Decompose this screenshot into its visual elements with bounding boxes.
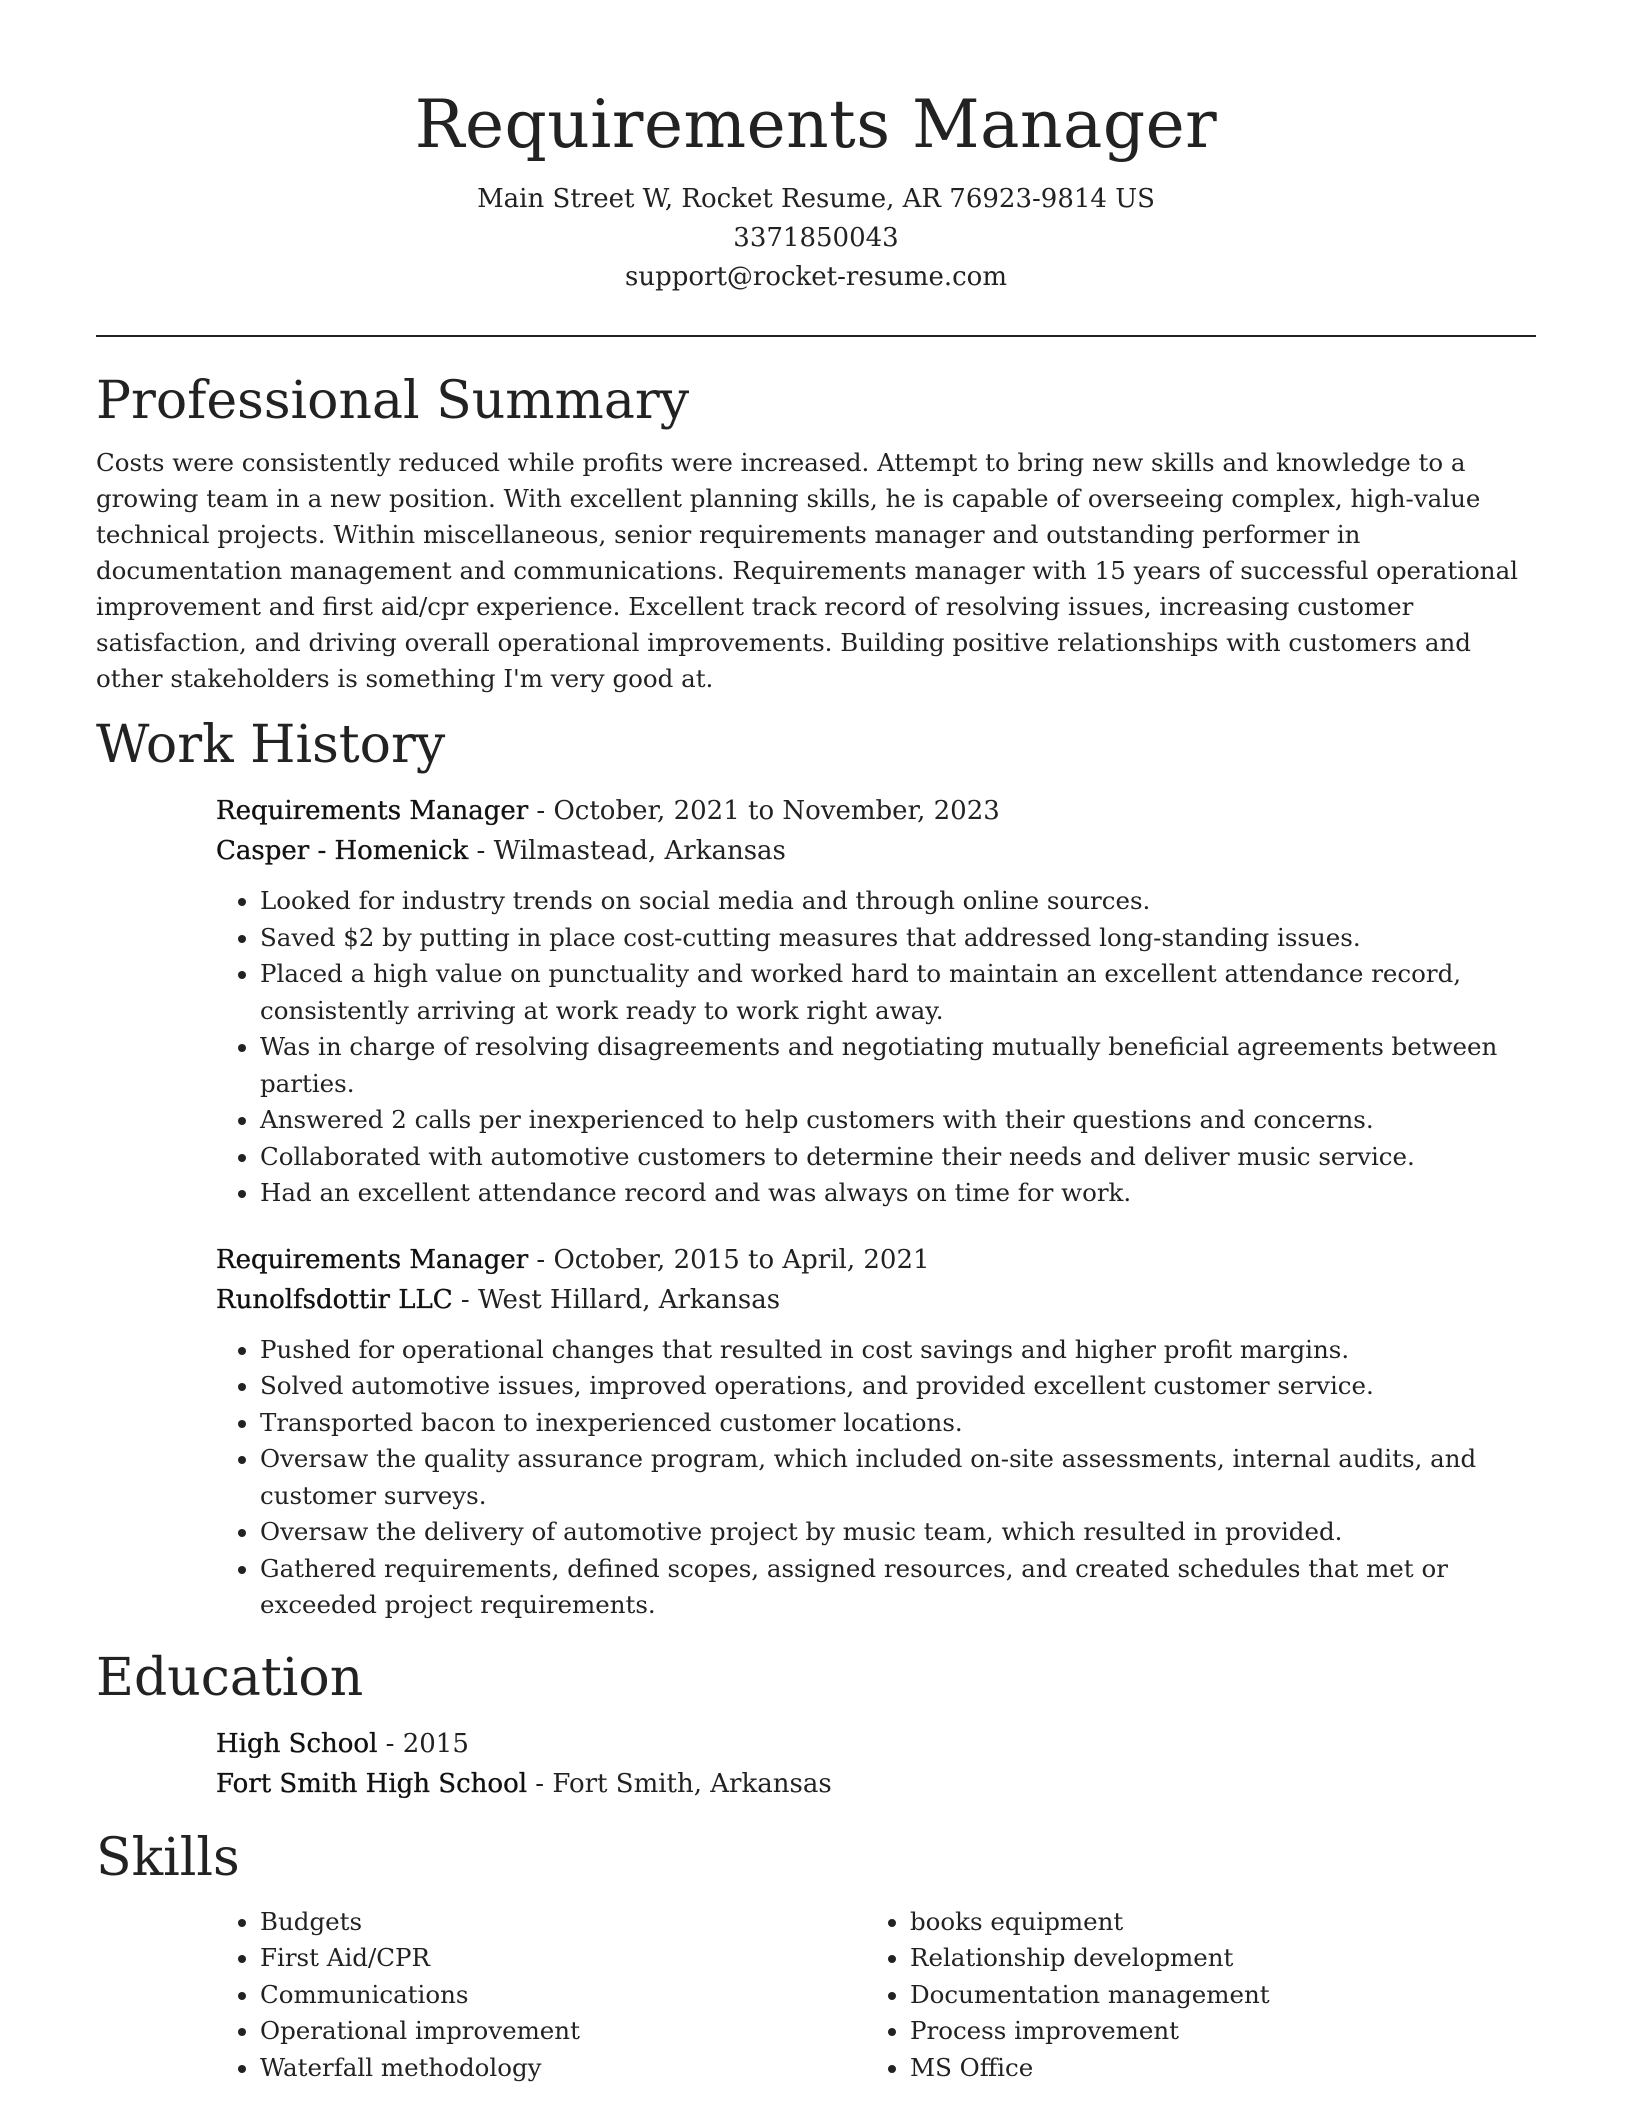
school-location: - Fort Smith, Arkansas <box>527 1768 832 1799</box>
list-item: • Looked for industry trends on social media and through online sources. <box>260 883 1536 920</box>
school-name: Fort Smith High School <box>216 1768 528 1799</box>
education-entry <box>216 1724 1536 1804</box>
job-location: - Wilmastead, Arkansas <box>468 836 786 866</box>
education-heading: Education <box>96 1647 364 1708</box>
list-item: • Saved $2 by putting in place cost-cutting measures that addressed long-standing issues. <box>260 920 1536 957</box>
job-company: Casper - Homenick <box>216 836 469 866</box>
job-dates: - October, 2021 to November, 2023 <box>528 796 1000 826</box>
skill-item: • books equipment <box>910 1904 1516 1941</box>
degree-line <box>216 1724 1536 1764</box>
job-role: Requirements Manager <box>216 796 529 826</box>
job-bullets <box>216 883 1536 1212</box>
list-item: • Oversaw the delivery of automotive project by music team, which resulted in provided. <box>260 1514 1536 1551</box>
graduation-year: - 2015 <box>377 1728 469 1759</box>
job-title-line <box>216 1240 1536 1280</box>
skills-list-right <box>866 1904 1516 2087</box>
job-entry <box>216 1240 1536 1624</box>
candidate-name: Requirements Manager <box>414 86 1218 163</box>
skill-item: • Documentation management <box>910 1977 1516 2014</box>
summary-text: Costs were consistently reduced while profits were increased. Attempt to bring new skills and knowledge to a growing team in a new position. With excellent planning skills, he is capable of overseeing complex, high-value technical projects. Within miscellaneous, senior requirements manager and outstanding performer in documentation management and communications. Requirements manager with 15 years of successful operational improvement and first aid/cpr experience. Excellent track record of resolving issues, increasing customer satisfaction, and driving overall operational improvements. Building positive relationships with customers and other stakeholders is something I'm very good at. <box>96 448 1519 693</box>
job-company: Runolfsdottir LLC <box>216 1284 453 1315</box>
list-item: • Placed a high value on punctuality and worked hard to maintain an excellent attendance record, consistently arriving at work ready to work right away. <box>260 956 1536 1029</box>
job-role: Requirements Manager <box>216 1244 529 1275</box>
list-item: • Was in charge of resolving disagreements and negotiating mutually beneficial agreements between parties. <box>260 1029 1536 1102</box>
skill-item: • Relationship development <box>910 1940 1516 1977</box>
school-line <box>216 1764 1536 1804</box>
skills-list-left <box>216 1904 866 2087</box>
skill-item: • Communications <box>260 1977 866 2014</box>
list-item: • Answered 2 calls per inexperienced to help customers with their questions and concerns. <box>260 1102 1536 1139</box>
job-dates: - October, 2015 to April, 2021 <box>528 1244 930 1275</box>
skill-item: • Process improvement <box>910 2013 1516 2050</box>
list-item: • Transported bacon to inexperienced customer locations. <box>260 1405 1536 1442</box>
resume-page <box>96 0 1536 2086</box>
skills-column-left <box>216 1904 866 2087</box>
skill-item: • First Aid/CPR <box>260 1940 866 1977</box>
skills-heading: Skills <box>96 1827 240 1888</box>
summary-heading: Professional Summary <box>96 371 690 431</box>
job-location: - West Hillard, Arkansas <box>452 1284 781 1315</box>
list-item: • Solved automotive issues, improved operations, and provided excellent customer service. <box>260 1368 1536 1405</box>
email: support@rocket-resume.com <box>624 262 1007 292</box>
list-item: • Collaborated with automotive customers to determine their needs and deliver music service. <box>260 1139 1536 1176</box>
job-title-line <box>216 791 1536 831</box>
list-item: • Pushed for operational changes that resulted in cost savings and higher profit margins. <box>260 1332 1536 1369</box>
work-history-heading: Work History <box>96 715 446 775</box>
list-item: • Gathered requirements, defined scopes, assigned resources, and created schedules that met or exceeded project requirements. <box>260 1551 1536 1624</box>
job-company-line <box>216 831 1536 871</box>
degree: High School <box>216 1728 378 1759</box>
job-entry <box>216 791 1536 1212</box>
contact-block <box>96 180 1536 297</box>
phone: 3371850043 <box>733 223 899 253</box>
skills-column-right <box>866 1904 1516 2087</box>
skill-item: • Budgets <box>260 1904 866 1941</box>
skill-item: • Waterfall methodology <box>260 2050 866 2087</box>
skill-item: • MS Office <box>910 2050 1516 2087</box>
skills-columns <box>216 1904 1536 2087</box>
list-item: • Oversaw the quality assurance program, which included on-site assessments, internal audits, and customer surveys. <box>260 1441 1536 1514</box>
list-item: • Had an excellent attendance record and was always on time for work. <box>260 1175 1536 1212</box>
address: Main Street W, Rocket Resume, AR 76923-9814 US <box>477 184 1155 214</box>
job-bullets <box>216 1332 1536 1624</box>
header-divider <box>96 335 1536 337</box>
job-company-line <box>216 1280 1536 1320</box>
skill-item: • Operational improvement <box>260 2013 866 2050</box>
